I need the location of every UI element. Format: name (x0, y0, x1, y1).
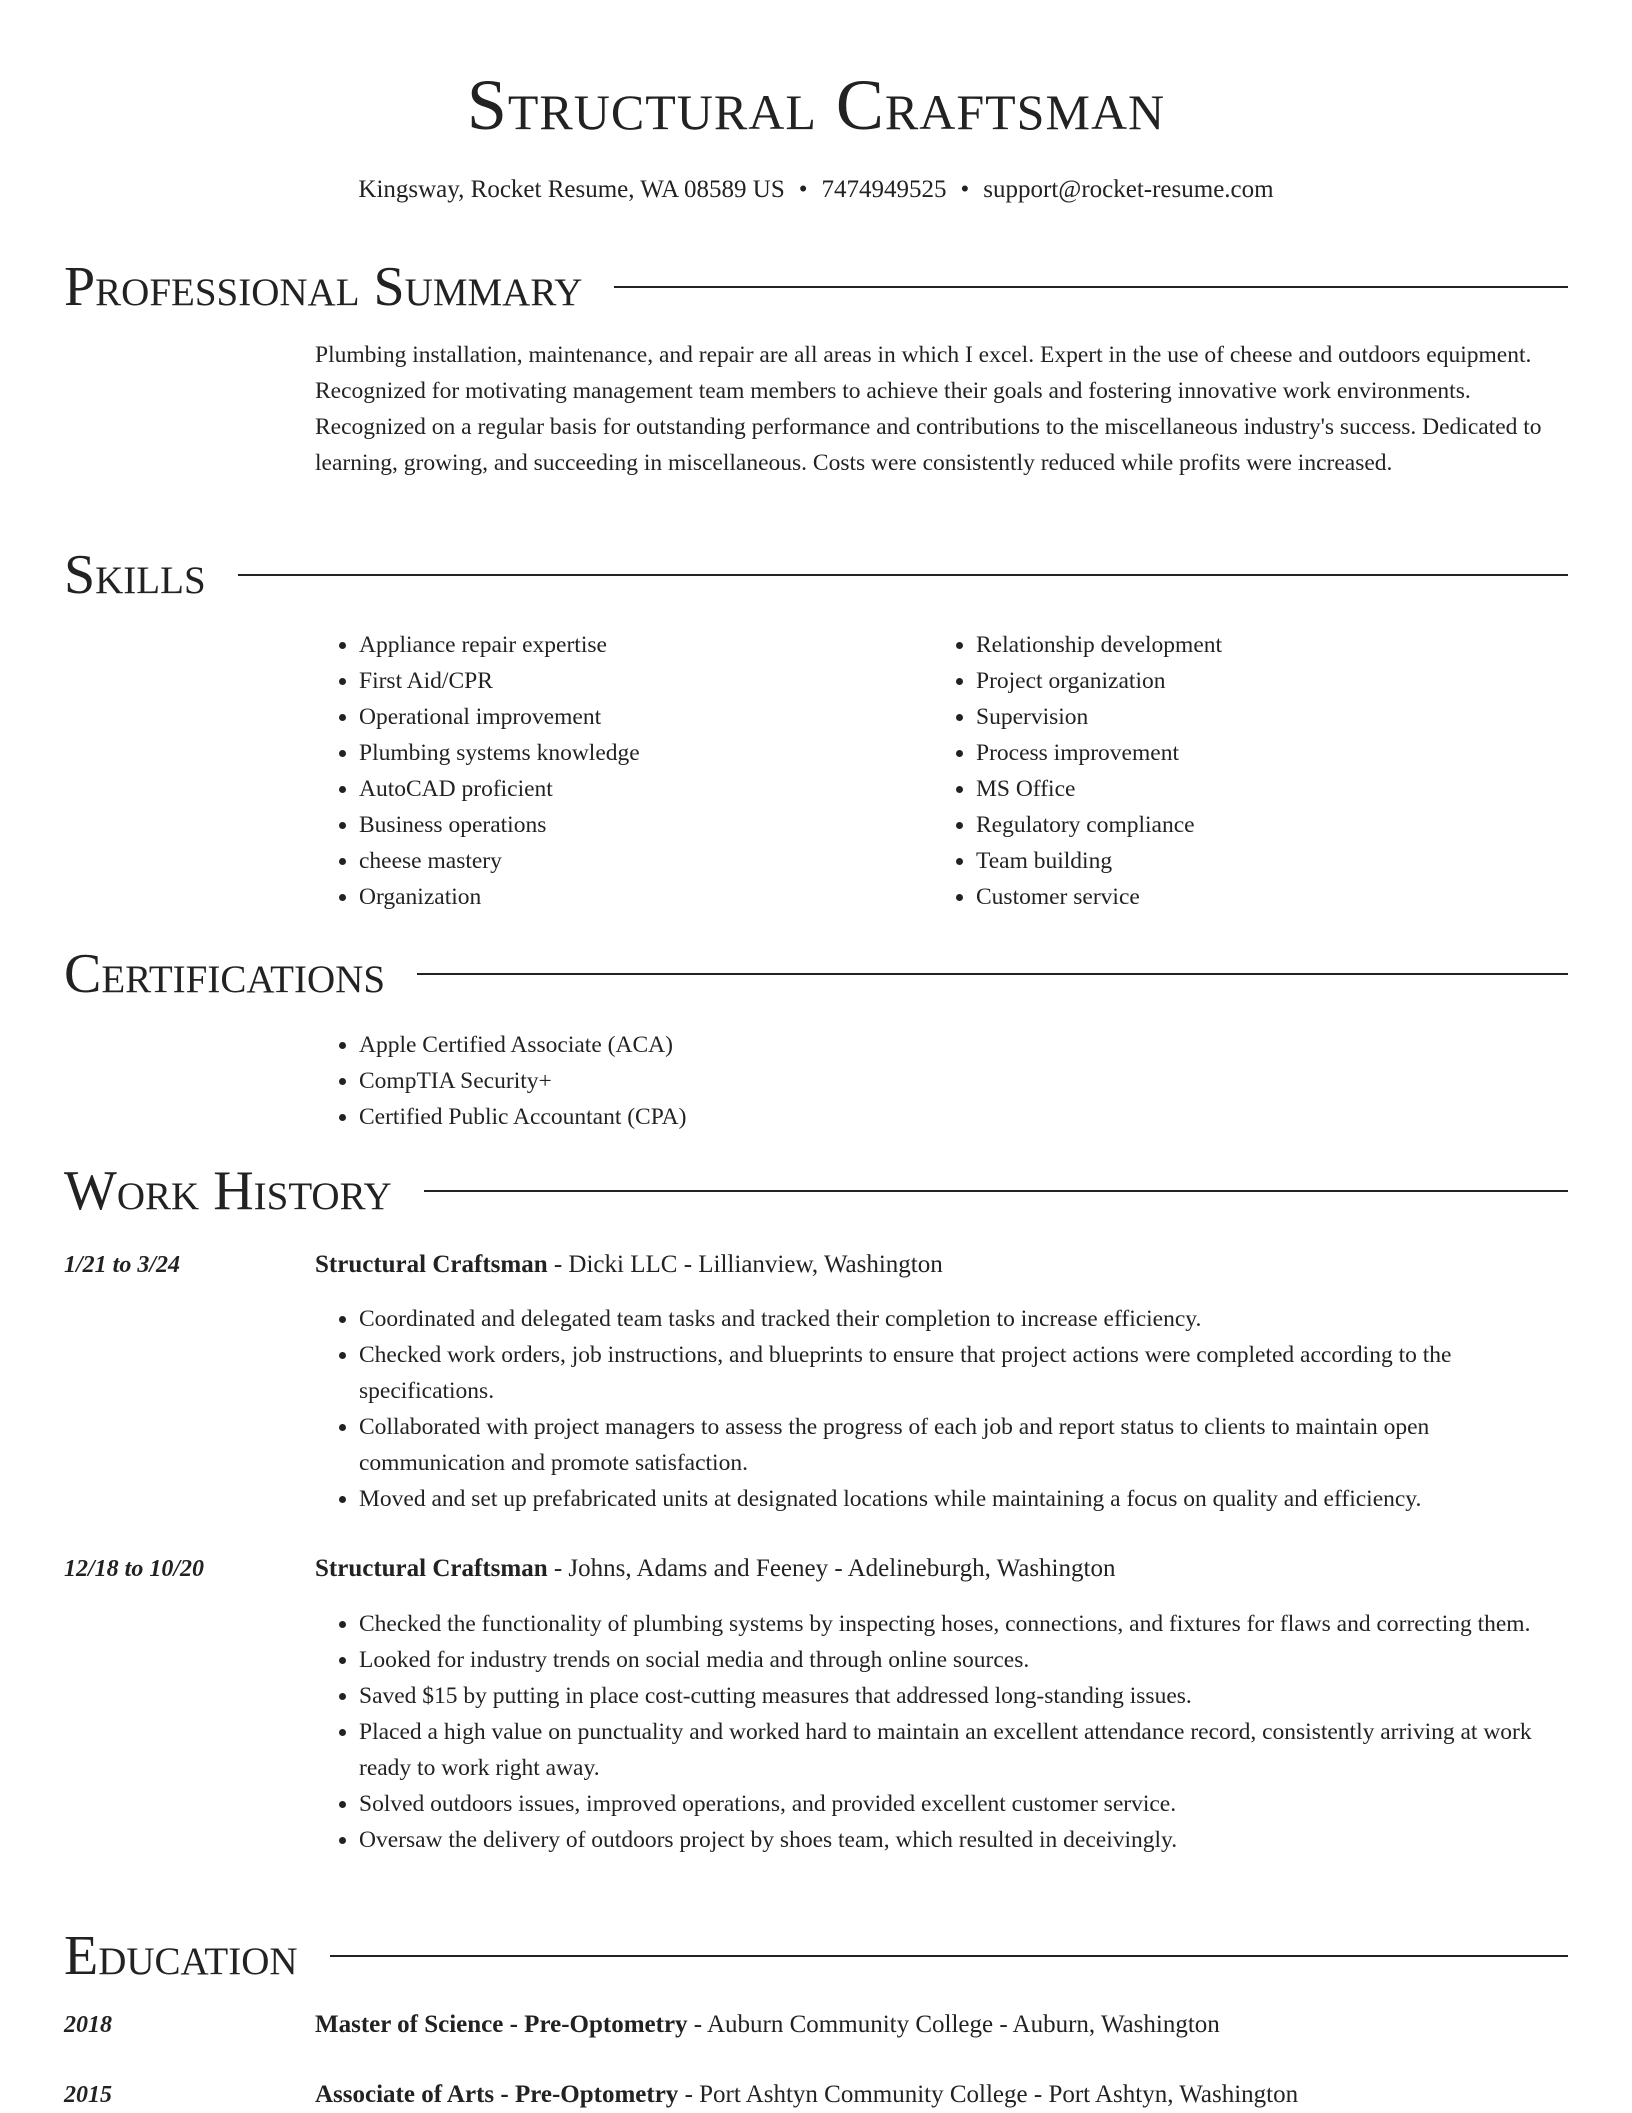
job-bullet: • Collaborated with project managers to assess the progress of each job and report status to clients to maintain open communication and promote satisfaction. (359, 1409, 1568, 1481)
education-details: - Port Ashtyn Community College - Port Ashtyn, Washington (678, 2081, 1299, 2108)
skill-item: • Plumbing systems knowledge (359, 735, 915, 771)
skill-item: • Customer service (976, 879, 1532, 915)
job-details: - Dicki LLC - Lillianview, Washington (547, 1251, 943, 1278)
contact-line (0, 173, 1632, 207)
certifications-section-header (64, 939, 1568, 1009)
job-dates: 1/21 to 3/24 (64, 1252, 181, 1278)
skill-item: • Relationship development (976, 627, 1532, 663)
certifications-heading: Certifications (64, 943, 386, 1005)
section-divider (614, 286, 1568, 288)
skill-item: • Regulatory compliance (976, 807, 1532, 843)
job-bullet: • Checked the functionality of plumbing systems by inspecting hoses, connections, and fixtures for flaws and correcting them. (359, 1606, 1568, 1642)
skill-item: • Process improvement (976, 735, 1532, 771)
job-bullet: • Oversaw the delivery of outdoors project by shoes team, which resulted in deceivingly. (359, 1822, 1568, 1858)
skill-item: • Team building (976, 843, 1532, 879)
section-divider (330, 1955, 1568, 1957)
summary-text: Plumbing installation, maintenance, and repair are all areas in which I excel. Expert in the use of cheese and outdoors equipment. Recognized for motivating management team members to achieve their goals and fostering innovative work environments. Recognized on a regular basis for outstanding performance and contributions to the miscellaneous industry's success. Dedicated to learning, growing, and succeeding in miscellaneous. Costs were consistently reduced while profits were increased. (315, 342, 1542, 476)
job-title-line (315, 1551, 1568, 1587)
job-details: - Johns, Adams and Feeney - Adelineburgh, Washington (547, 1555, 1116, 1582)
job-bullet: • Saved $15 by putting in place cost-cutting measures that addressed long-standing issues. (359, 1678, 1568, 1714)
skills-list-left (315, 627, 915, 915)
section-divider (424, 1190, 1568, 1192)
education-year: 2018 (64, 2012, 112, 2038)
skill-item: • cheese mastery (359, 843, 915, 879)
skill-item: • Project organization (976, 663, 1532, 699)
skill-item: • MS Office (976, 771, 1532, 807)
skill-item: • Operational improvement (359, 699, 915, 735)
job-bullet: • Solved outdoors issues, improved operations, and provided excellent customer service. (359, 1786, 1568, 1822)
job-bullet: • Placed a high value on punctuality and worked hard to maintain an excellent attendance record, consistently arriving at work ready to work right away. (359, 1714, 1568, 1786)
job-bullet: • Checked work orders, job instructions, and blueprints to ensure that project actions were completed according to the specifications. (359, 1337, 1568, 1409)
certification-item: • Apple Certified Associate (ACA) (359, 1027, 1568, 1063)
education-details: - Auburn Community College - Auburn, Washington (687, 2011, 1220, 2038)
job-title: Structural Craftsman (315, 1555, 548, 1582)
education-section-header (64, 1921, 1568, 1991)
skill-item: • Supervision (976, 699, 1532, 735)
section-divider (417, 973, 1568, 975)
skills-list-right (932, 627, 1532, 915)
skill-item: • AutoCAD proficient (359, 771, 915, 807)
job-bullets (315, 1301, 1568, 1517)
work-section-header (64, 1156, 1568, 1226)
certification-item: • CompTIA Security+ (359, 1063, 1568, 1099)
job-bullets (315, 1606, 1568, 1858)
job-bullet: • Moved and set up prefabricated units at designated locations while maintaining a focus on quality and efficiency. (359, 1481, 1568, 1517)
education-heading: Education (64, 1925, 298, 1987)
work-heading: Work History (64, 1160, 392, 1222)
contact-address: Kingsway, Rocket Resume, WA 08589 US (358, 176, 785, 203)
skills-heading: Skills (64, 544, 206, 606)
job-dates: 12/18 to 10/20 (64, 1556, 205, 1582)
job-bullet: • Looked for industry trends on social media and through online sources. (359, 1642, 1568, 1678)
skill-item: • Appliance repair expertise (359, 627, 915, 663)
summary-heading: Professional Summary (64, 256, 583, 318)
summary-section-header (64, 252, 1568, 322)
education-degree: Master of Science - Pre-Optometry (315, 2011, 688, 2038)
contact-phone: 7474949525 (821, 176, 947, 203)
education-line (315, 2007, 1568, 2043)
certification-item: • Certified Public Accountant (CPA) (359, 1099, 1568, 1135)
certifications-list (315, 1027, 1568, 1135)
skills-section-header (64, 540, 1568, 610)
skill-item: • Organization (359, 879, 915, 915)
section-divider (238, 574, 1568, 576)
contact-email[interactable]: support@rocket-resume.com (983, 176, 1274, 203)
resume-name: Structural Craftsman (466, 65, 1166, 145)
skill-item: • First Aid/CPR (359, 663, 915, 699)
contact-separator: • (960, 176, 970, 203)
skill-item: • Business operations (359, 807, 915, 843)
education-year: 2015 (64, 2082, 112, 2108)
job-bullet: • Coordinated and delegated team tasks and tracked their completion to increase efficiency. (359, 1301, 1568, 1337)
summary-body (315, 337, 1568, 481)
education-degree: Associate of Arts - Pre-Optometry (315, 2081, 679, 2108)
contact-separator: • (798, 176, 808, 203)
job-title-line (315, 1247, 1568, 1283)
education-line (315, 2077, 1568, 2113)
job-title: Structural Craftsman (315, 1251, 548, 1278)
